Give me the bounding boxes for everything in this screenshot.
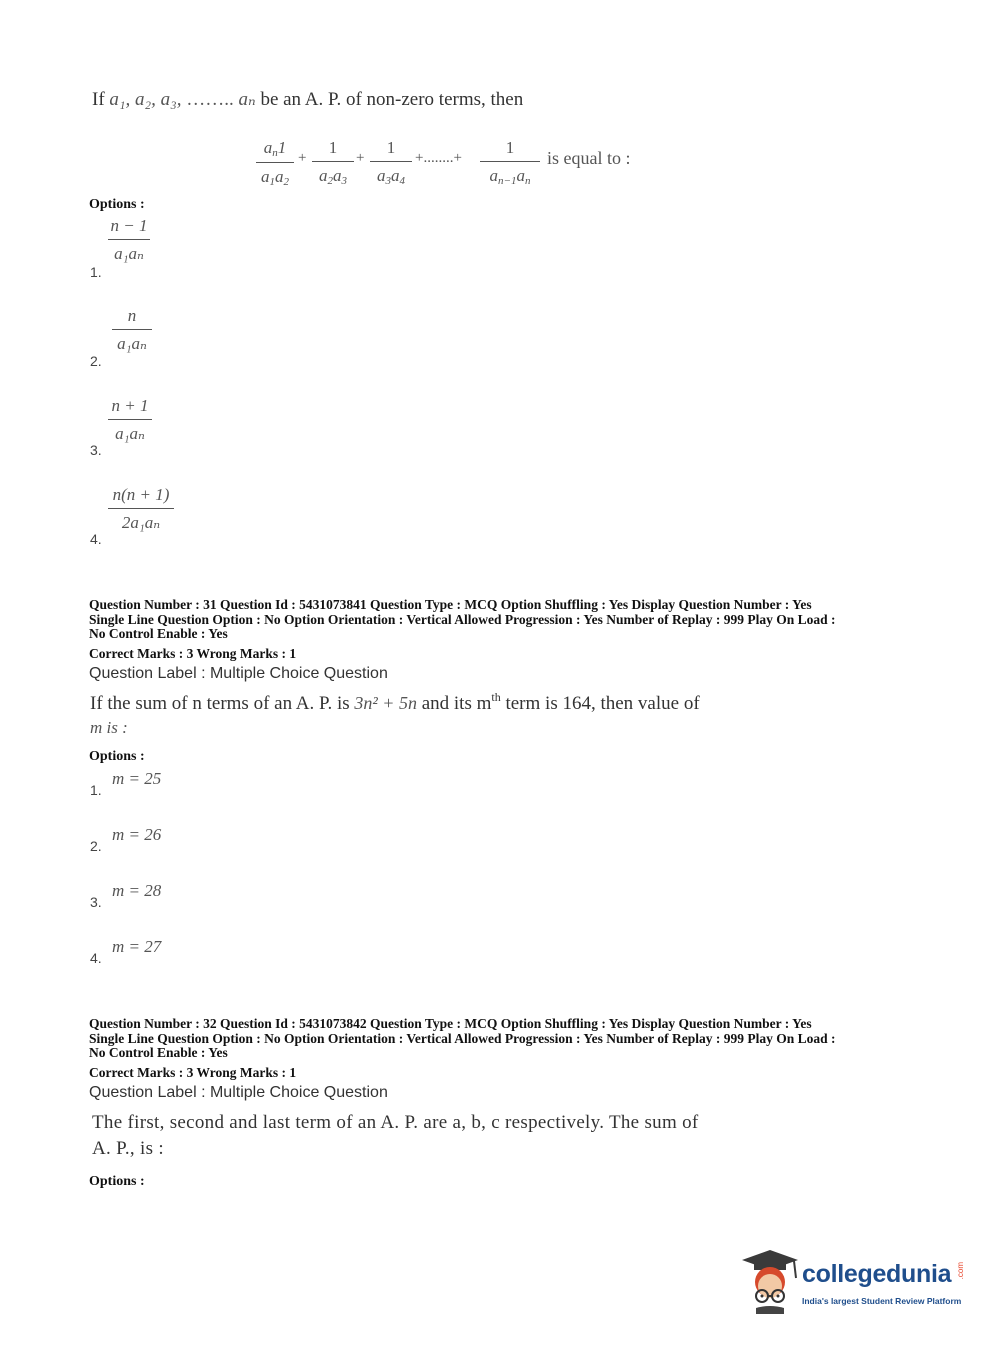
q31-meta — [89, 598, 919, 642]
q30-term-1: $\frac{a_n1}{a_1a_2}$ — [256, 138, 294, 188]
q30-dots: …….. — [186, 89, 234, 110]
q30-term-last: $\frac{1}{a_{n-1}a_n}$ — [480, 138, 540, 187]
q30-terms: a₁, a₂, a₃, — [109, 89, 182, 110]
q31-option-3-number: 3. — [90, 894, 102, 910]
q30-option-4-fraction: $\frac{n(n + 1)}{\text{2a₁aₙ}}$ — [108, 485, 174, 533]
collegedunia-logo — [740, 1248, 970, 1318]
q31-option-4-text: m = 27 — [112, 937, 162, 956]
q31-option-2-number: 2. — [90, 838, 102, 854]
logo-wordmark: collegedunia — [802, 1260, 952, 1288]
q32-marks: Correct Marks : 3 Wrong Marks : 1 — [89, 1065, 297, 1080]
q30-options-label: Options : — [89, 197, 145, 212]
q30-an: aₙ — [238, 89, 256, 110]
q32-question-label: Question Label : Multiple Choice Question — [89, 1084, 388, 1101]
q30-equal-to: is equal to : — [547, 148, 631, 168]
q32-meta-line-3: No Control Enable : Yes — [89, 1045, 228, 1060]
q31-option-4-number: 4. — [90, 950, 102, 966]
q32-question-text: The first, second and last term of an A. P. are a, b, c respectively. The sum of — [92, 1112, 699, 1133]
q30-if: If — [92, 89, 105, 110]
q31-marks: Correct Marks : 3 Wrong Marks : 1 — [89, 646, 297, 661]
q31-options-label: Options : — [89, 749, 145, 764]
q30-term-2: $\frac{1}{a_2a_3}$ — [312, 138, 354, 187]
q32-question-text-2: A. P., is : — [92, 1138, 164, 1159]
q32-meta-line-2: Single Line Question Option : No Option Orientation : Vertical Allowed Progression : Yes Number of Replay : 999 Play On Load : — [89, 1030, 836, 1046]
q31-expression: 3n² + 5n — [354, 693, 417, 713]
q32-meta-line-1: Question Number : 32 Question Id : 5431073842 Question Type : MCQ Option Shuffling : Yes Display Question Number : Yes — [89, 1016, 812, 1031]
q31-question-text-2: m is : — [90, 718, 128, 737]
q30-term-3: $\frac{1}{a_3a_4}$ — [370, 138, 412, 187]
q30-option-3-fraction: $\frac{n + 1}{\text{a₁aₙ}}$ — [108, 396, 152, 444]
q31-option-2-text: m = 26 — [112, 825, 162, 844]
q30-plus-2: + — [356, 150, 365, 166]
q30-plus-ellipsis: +........+ — [415, 150, 462, 166]
logo-tagline: India's largest Student Review Platform — [802, 1296, 962, 1306]
logo-tld: .com — [956, 1262, 965, 1280]
q30-intro-line — [92, 88, 523, 111]
q30-option-4-number: 4. — [90, 531, 102, 547]
q31-meta-line-2: Single Line Question Option : No Option Orientation : Vertical Allowed Progression : Yes Number of Replay : 999 Play On Load : — [89, 611, 836, 627]
q30-plus-1: + — [298, 150, 307, 166]
q31-option-1-text: m = 25 — [112, 769, 162, 788]
q31-option-1-number: 1. — [90, 782, 102, 798]
q30-option-3-number: 3. — [90, 442, 102, 458]
q31-question-text: If the sum of n terms of an A. P. is 3n² + 5n and its $m^{th}$ term is 164, then value of — [90, 690, 700, 714]
q30-option-1-number: 1. — [90, 264, 102, 280]
mascot-icon — [740, 1248, 800, 1314]
q32-meta — [89, 1017, 919, 1061]
q31-meta-line-1: Question Number : 31 Question Id : 5431073841 Question Type : MCQ Option Shuffling : Yes Display Question Number : Yes — [89, 597, 812, 612]
q30-option-2-fraction: $\frac{n}{\text{a₁aₙ}}$ — [112, 306, 152, 354]
q30-suffix: be an A. P. of non-zero terms, then — [260, 89, 524, 110]
q30-option-2-number: 2. — [90, 353, 102, 369]
q31-meta-line-3: No Control Enable : Yes — [89, 626, 228, 641]
q32-options-label: Options : — [89, 1174, 145, 1189]
q31-option-3-text: m = 28 — [112, 881, 162, 900]
q31-question-label: Question Label : Multiple Choice Question — [89, 665, 388, 682]
q30-option-1-fraction: $\frac{n - 1}{\text{a₁aₙ}}$ — [108, 216, 150, 264]
